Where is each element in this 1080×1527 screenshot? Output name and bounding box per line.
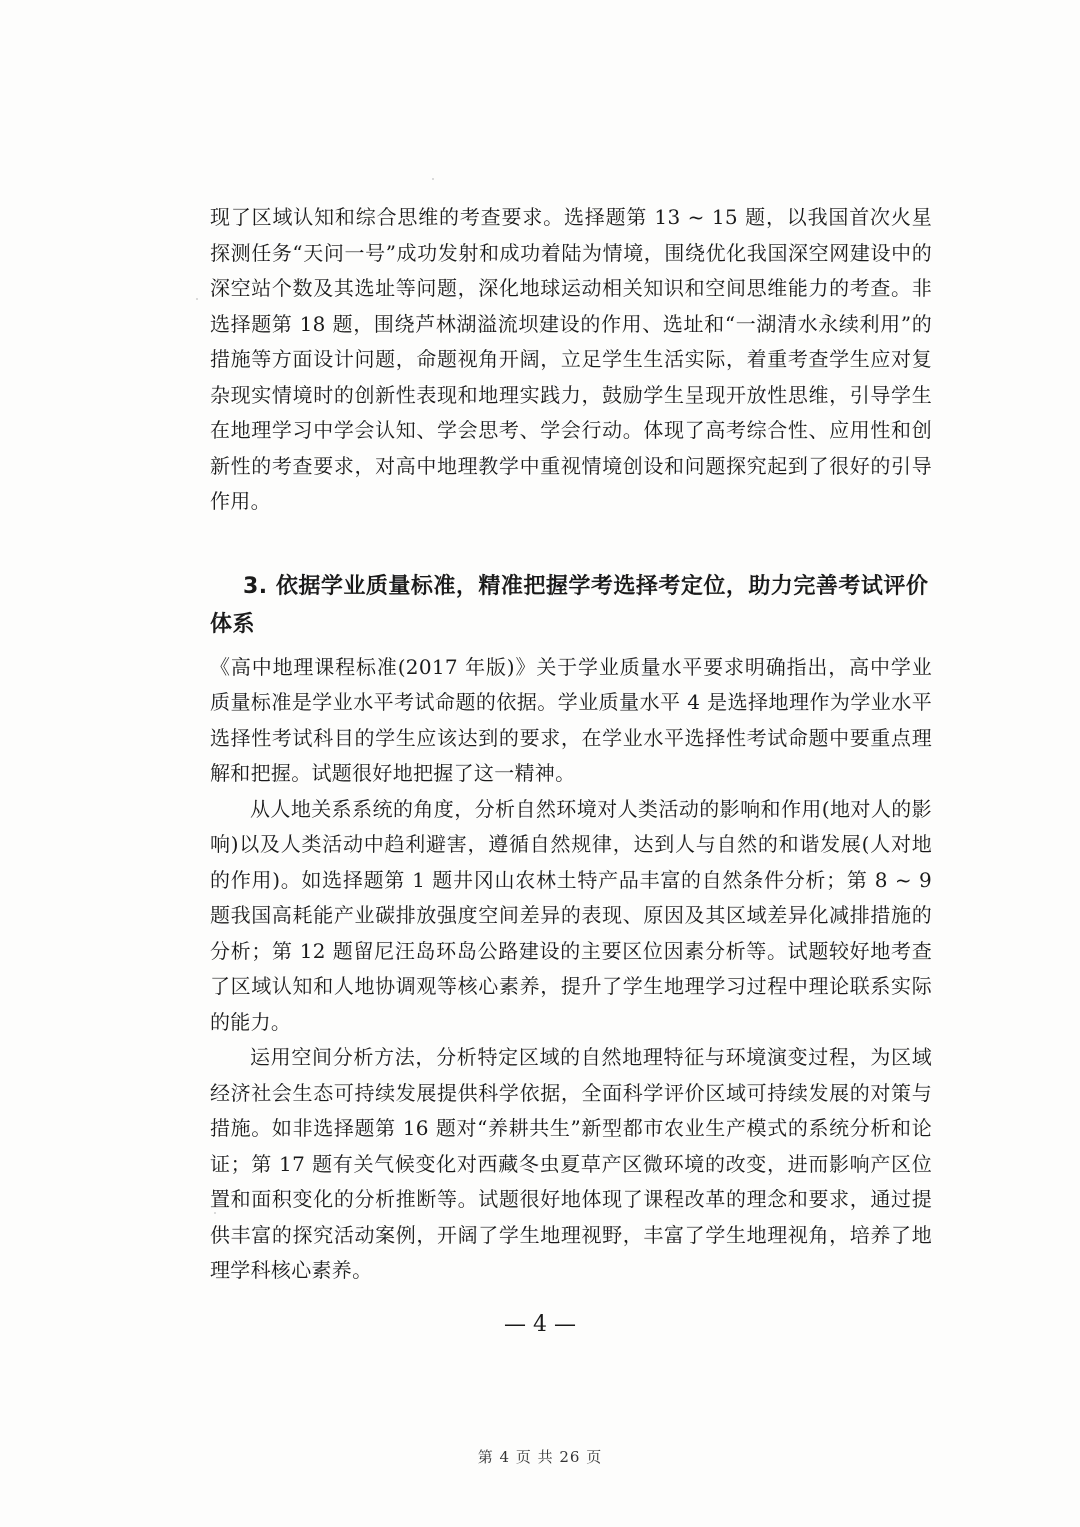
- scan-speck: [432, 178, 434, 180]
- body-paragraph-spatial-analysis: 运用空间分析方法，分析特定区域的自然地理特征与环境演变过程，为区域经济社会生态可持续发展提供科学依据，全面科学评价区域可持续发展的对策与措施。如非选择题第 16 题对“养耕共生”新型都市农业生产模式的系统分析和论证；第 17 题有关气候变化对西藏冬虫夏草产区微环境的改变，进而影响产区位置和面积变化的分析推断等。试题很好地体现了课程改革的理念和要求，通过提供丰富的探究活动案例，开阔了学生地理视野，丰富了学生地理视角，培养了地理学科核心素养。: [210, 1045, 932, 1282]
- document-body: [210, 200, 932, 1289]
- body-paragraph-intro: 现了区域认知和综合思维的考查要求。选择题第 13 ~ 15 题，以我国首次火星探测任务“天问一号”成功发射和成功着陆为情境，围绕优化我国深空网建设中的深空站个数及其选址等问题，深化地球运动相关知识和空间思维能力的考查。非选择题第 18 题，围绕芦林湖溢流坝建设的作用、选址和“一湖清水永续利用”的措施等方面设计问题，命题视角开阔，立足学生生活实际，着重考查学生应对复杂现实情境时的创新性表现和地理实践力，鼓励学生呈现开放性思维，引导学生在地理学习中学会认知、学会思考、学会行动。体现了高考综合性、应用性和创新性的考查要求，对高中地理教学中重视情境创设和问题探究起到了很好的引导作用。: [210, 205, 932, 513]
- body-paragraph-standard: 《高中地理课程标准(2017 年版)》关于学业质量水平要求明确指出，高中学业质量标准是学业水平考试命题的依据。学业质量水平 4 是选择地理作为学业水平选择性考试科目的学生应该达到的要求，在学业水平选择性考试命题中要重点理解和把握。试题很好地把握了这一精神。: [210, 654, 932, 785]
- body-paragraph-human-land: 从人地关系系统的角度，分析自然环境对人类活动的影响和作用(地对人的影响)以及人类活动中趋利避害，遵循自然规律，达到人与自然的和谐发展(人对地的作用)。如选择题第 1 题井冈山农林土特产品丰富的自然条件分析；第 8 ~ 9 题我国高耗能产业碳排放强度空间差异的表现、原因及其区域差异化减排措施的分析；第 12 题留尼汪岛环岛公路建设的主要区位因素分析等。试题较好地考查了区域认知和人地协调观等核心素养，提升了学生地理学习过程中理论联系实际的能力。: [210, 796, 932, 1034]
- scan-speck: [196, 298, 198, 300]
- page-number-mark: — 4 —: [504, 1312, 576, 1337]
- section-heading: 3. 依据学业质量标准，精准把握学考选择考定位，助力完善考试评价体系: [210, 573, 929, 637]
- section-gap: [210, 520, 932, 548]
- page-footer: 第 4 页 共 26 页: [477, 1448, 603, 1466]
